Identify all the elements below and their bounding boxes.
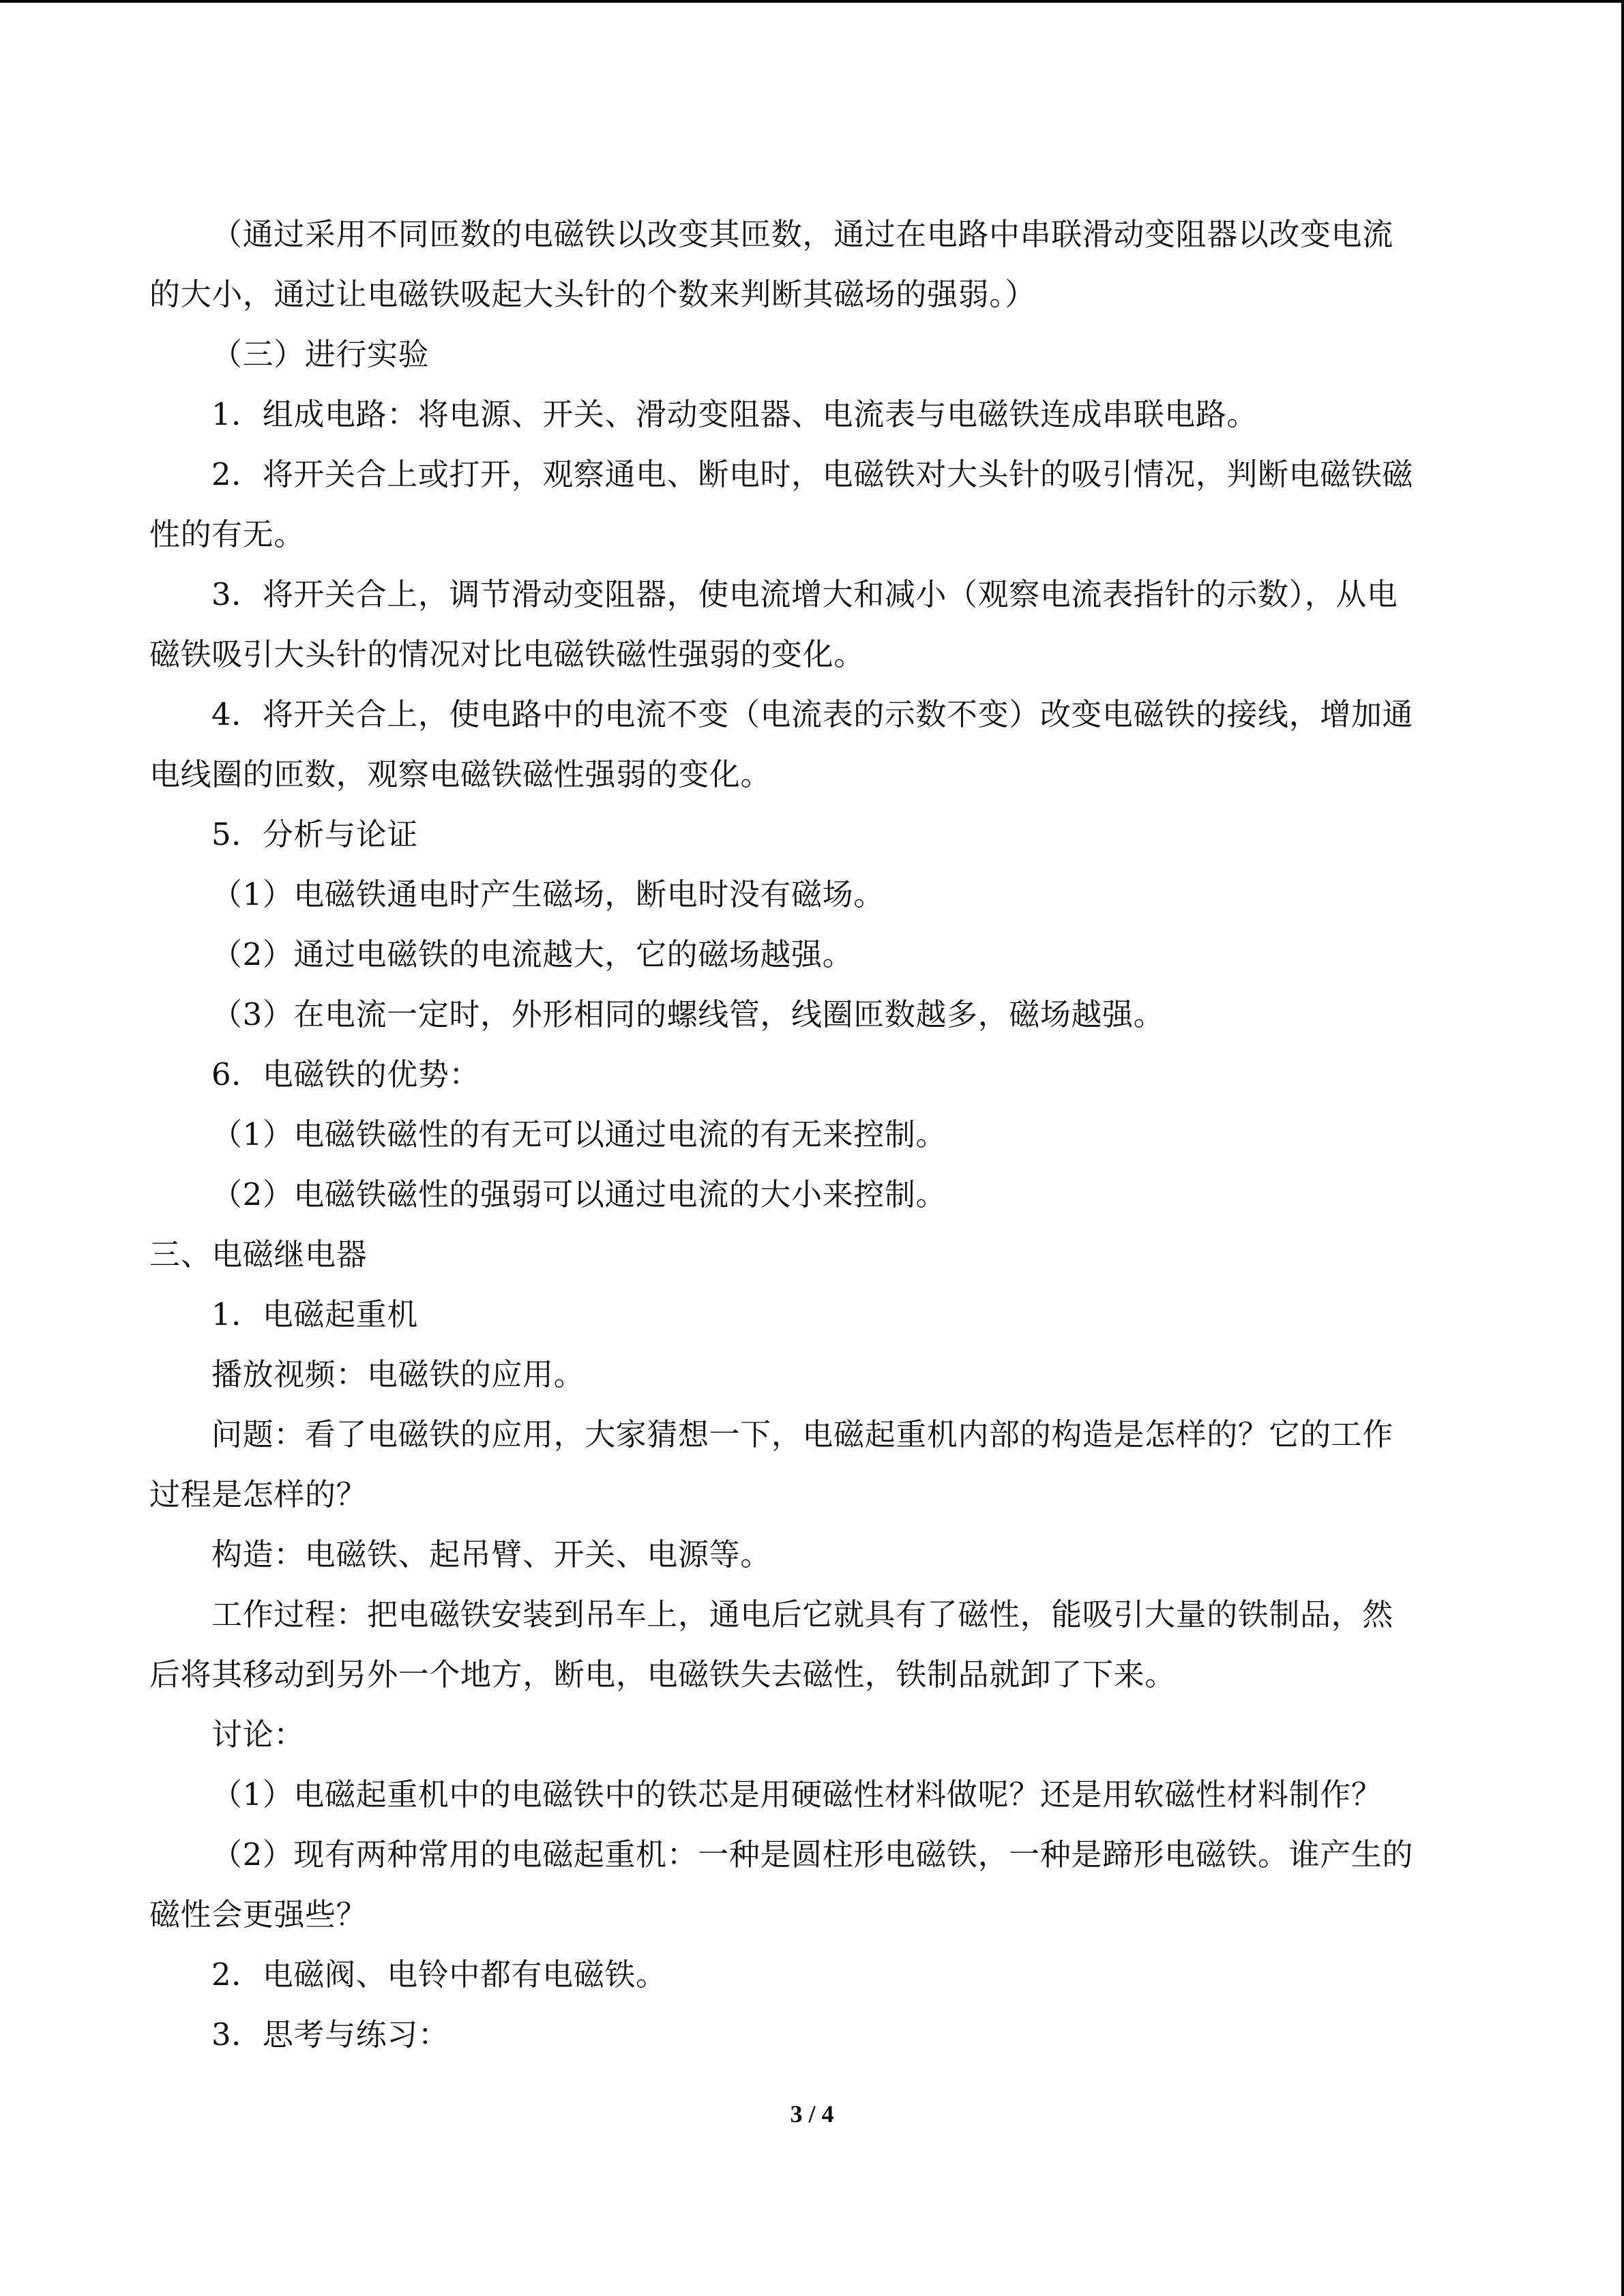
text-line-9: 4．将开关合上，使电路中的电流不变（电流表的示数不变）改变电磁铁的接线，增加通 — [211, 696, 1414, 732]
page-frame-right — [1621, 0, 1624, 2296]
text-line-20: 播放视频：电磁铁的应用。 — [211, 1356, 585, 1392]
text-line-28: （2）现有两种常用的电磁起重机：一种是圆柱形电磁铁，一种是蹄形电磁铁。谁产生的 — [211, 1836, 1414, 1873]
text-line-23: 构造：电磁铁、起吊臂、开关、电源等。 — [211, 1536, 771, 1572]
text-line-1: （通过采用不同匝数的电磁铁以改变其匝数，通过在电路中串联滑动变阻器以改变电流 — [211, 216, 1393, 252]
text-line-3: （三）进行实验 — [211, 336, 430, 372]
text-line-21: 问题：看了电磁铁的应用，大家猜想一下，电磁起重机内部的构造是怎样的？它的工作 — [211, 1416, 1393, 1452]
text-line-8: 磁铁吸引大头针的情况对比电磁铁磁性强弱的变化。 — [149, 636, 865, 672]
text-line-30: 2．电磁阀、电铃中都有电磁铁。 — [211, 1956, 667, 1993]
text-line-13: （2）通过电磁铁的电流越大，它的磁场越强。 — [211, 936, 854, 972]
page-number: 3 / 4 — [790, 2100, 834, 2128]
text-line-6: 性的有无。 — [149, 516, 306, 552]
text-line-26: 讨论： — [211, 1716, 305, 1753]
text-line-2: 的大小，通过让电磁铁吸起大头针的个数来判断其磁场的强弱。） — [149, 276, 1036, 312]
text-line-18: 三、电磁继电器 — [149, 1236, 368, 1272]
text-line-27: （1）电磁起重机中的电磁铁中的铁芯是用硬磁性材料做呢？还是用软磁性材料制作？ — [211, 1776, 1383, 1813]
document-body — [149, 205, 1452, 2065]
text-line-12: （1）电磁铁通电时产生磁场，断电时没有磁场。 — [211, 876, 885, 912]
text-line-14: （3）在电流一定时，外形相同的螺线管，线圈匝数越多，磁场越强。 — [211, 996, 1165, 1032]
text-line-7: 3．将开关合上，调节滑动变阻器，使电流增大和减小（观察电流表指针的示数），从电 — [211, 576, 1398, 612]
text-line-29: 磁性会更强些？ — [149, 1896, 368, 1933]
text-line-16: （1）电磁铁磁性的有无可以通过电流的有无来控制。 — [211, 1116, 947, 1152]
page-frame-top — [0, 0, 1624, 3]
text-line-24: 工作过程：把电磁铁安装到吊车上，通电后它就具有了磁性，能吸引大量的铁制品，然 — [211, 1596, 1393, 1632]
text-line-11: 5．分析与论证 — [211, 816, 418, 852]
text-line-5: 2．将开关合上或打开，观察通电、断电时，电磁铁对大头针的吸引情况，判断电磁铁磁 — [211, 456, 1414, 492]
text-line-17: （2）电磁铁磁性的强弱可以通过电流的大小来控制。 — [211, 1176, 947, 1212]
text-line-31: 3．思考与练习： — [211, 2016, 449, 2053]
text-line-4: 1．组成电路：将电源、开关、滑动变阻器、电流表与电磁铁连成串联电路。 — [211, 396, 1258, 432]
text-line-15: 6．电磁铁的优势： — [211, 1056, 481, 1092]
text-line-10: 电线圈的匝数，观察电磁铁磁性强弱的变化。 — [149, 756, 772, 792]
text-line-25: 后将其移动到另外一个地方，断电，电磁铁失去磁性，铁制品就卸了下来。 — [149, 1656, 1176, 1693]
text-line-19: 1．电磁起重机 — [211, 1296, 418, 1332]
text-line-22: 过程是怎样的？ — [149, 1476, 368, 1512]
